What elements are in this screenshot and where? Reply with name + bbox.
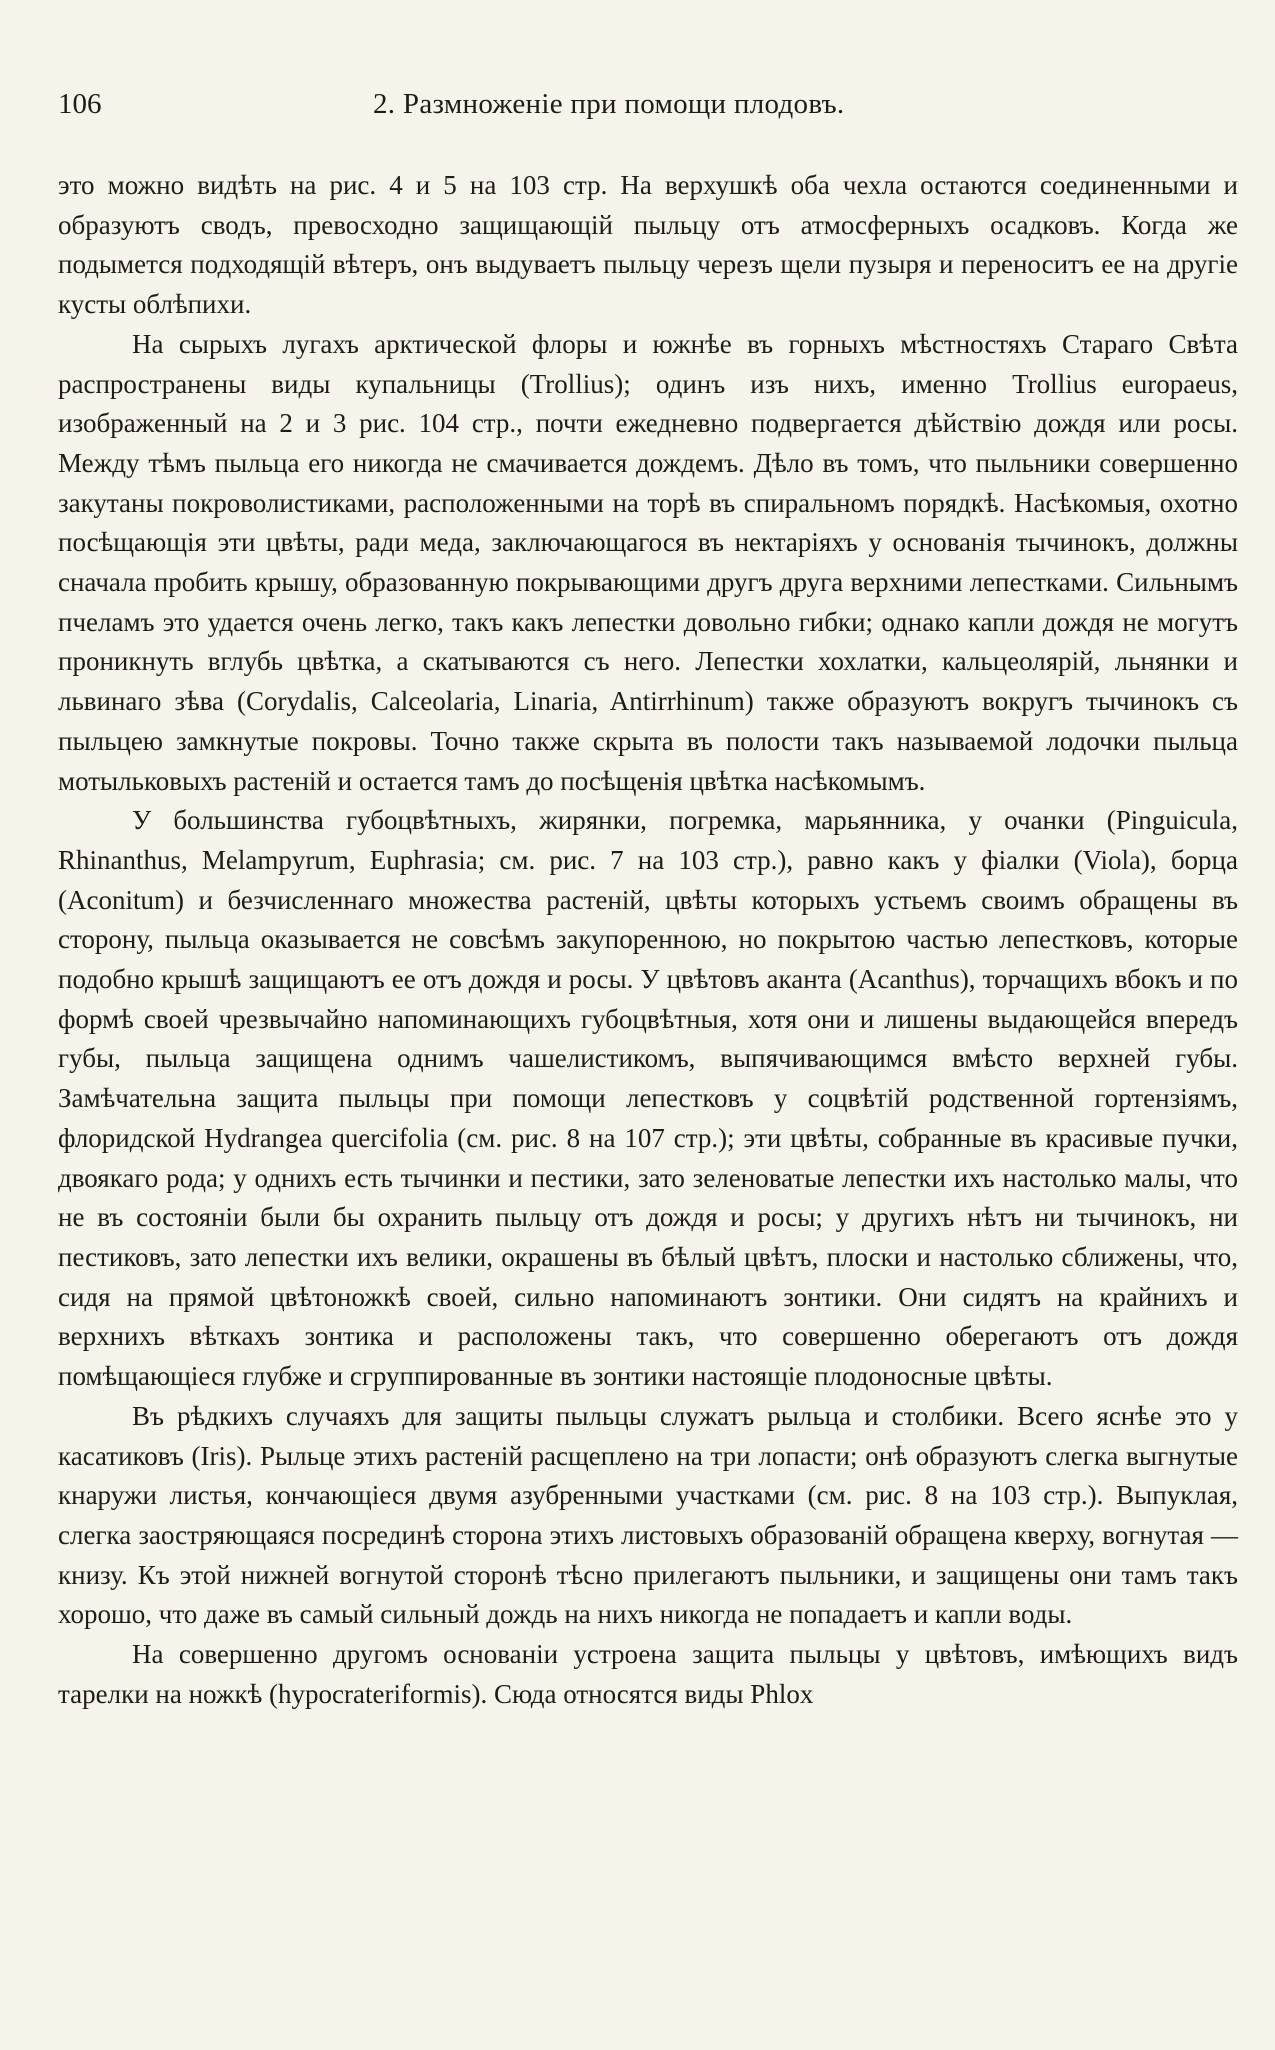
paragraph-3: У большинства губоцвѣтныхъ, жирянки, погремка, марьянника, у очанки (Pinguicula, Rhinanthus, Melampyrum, Euphrasia; см. рис. 7 на 103 стр.), равно какъ у фіалки (Viola), борца (Aconitum) и безчисленнаго множества растеній, цвѣты которыхъ устьемъ своимъ обращены въ сторону, пыльца оказывается не совсѣмъ закупоренною, но покрытою частью лепестковъ, которые подобно крышѣ защищаютъ ее отъ дождя и росы. У цвѣтовъ аканта (Acanthus), торчащихъ вбокъ и по формѣ своей чрезвычайно напоминающихъ губоцвѣтныя, хотя они и лишены выдающейся впередъ губы, пыльца защищена однимъ чашелистикомъ, выпячивающимся вмѣсто верхней губы. Замѣчательна защита пыльцы при помощи лепестковъ у соцвѣтій родственной гортензіямъ, флоридской Hydrangea quercifolia (см. рис. 8 на 107 стр.); эти цвѣты, собранные въ красивые пучки, двоякаго рода; у однихъ есть тычинки и пестики, зато зеленоватые лепестки ихъ настолько малы, что не въ состояніи были бы охранить пыльцу отъ дождя и росы; у другихъ нѣтъ ни тычинокъ, ни пестиковъ, зато лепестки ихъ велики, окрашены въ бѣлый цвѣтъ, плоски и настолько сближены, что, сидя на прямой цвѣтоножкѣ своей, сильно напоминаютъ зонтики. Они сидятъ на крайнихъ и верхнихъ вѣткахъ зонтика и расположены такъ, что совершенно оберегаютъ отъ дождя помѣщающіеся глубже и сгруппированные въ зонтики настоящіе плодоносные цвѣты. [58, 805, 1238, 1392]
paragraph-2: На сырыхъ лугахъ арктической флоры и южнѣе въ горныхъ мѣстностяхъ Стараго Свѣта распространены виды купальницы (Trollius); одинъ изъ нихъ, именно Trollius europaeus, изображенный на 2 и 3 рис. 104 стр., почти ежедневно подвергается дѣйствію дождя или росы. Между тѣмъ пыльца его никогда не смачивается дождемъ. Дѣло въ томъ, что пыльники совершенно закутаны покроволистиками, расположенными на торѣ въ спиральномъ порядкѣ. Насѣкомыя, охотно посѣщающія эти цвѣты, ради меда, заключающагося въ нектаріяхъ у основанія тычинокъ, должны сначала пробить крышу, образованную покрывающими другъ друга верхними лепестками. Сильнымъ пчеламъ это удается очень легко, такъ какъ лепестки довольно гибки; однако капли дождя не могутъ проникнуть вглубь цвѣтка, а скатываются съ него. Лепестки хохлатки, кальцеолярій, льнянки и львинаго зѣва (Corydalis, Calceolaria, Linaria, Antirrhinum) также образуютъ вокругъ тычинокъ съ пыльцею замкнутые покровы. Точно также скрыта въ полости такъ называемой лодочки пыльца мотыльковыхъ растеній и остается тамъ до посѣщенія цвѣтка насѣкомымъ. [58, 328, 1238, 796]
page-header [58, 82, 1238, 126]
page-number: 106 [58, 88, 102, 120]
body-text [58, 166, 1238, 1714]
paragraph-5: На совершенно другомъ основаніи устроена защита пыльцы у цвѣтовъ, имѣющихъ видъ тарелки на ножкѣ (hypocrateriformis). Сюда относятся виды Phlox [58, 1639, 1238, 1709]
paragraph-1: это можно видѣть на рис. 4 и 5 на 103 стр. На верхушкѣ оба чехла остаются соединенными и образуютъ сводъ, превосходно защищающій пыльцу отъ атмосферныхъ осадковъ. Когда же подымется подходящій вѣтеръ, онъ выдуваетъ пыльцу черезъ щели пузыря и переноситъ ее на другіе кусты облѣпихи. [58, 170, 1238, 320]
running-title: 2. Размноженіе при помощи плодовъ. [373, 88, 845, 120]
book-page [58, 82, 1238, 1714]
paragraph-4: Въ рѣдкихъ случаяхъ для защиты пыльцы служатъ рыльца и столбики. Всего яснѣе это у касатиковъ (Iris). Рыльце этихъ растеній расщеплено на три лопасти; онѣ образуютъ слегка выгнутые кнаружи листья, кончающіеся двумя азубренными участками (см. рис. 8 на 103 стр.). Выпуклая, слегка заостряющаяся посрединѣ сторона этихъ листовыхъ образованій обращена кверху, вогнутая — книзу. Къ этой нижней вогнутой сторонѣ тѣсно прилегаютъ пыльники, и защищены они тамъ такъ хорошо, что даже въ самый сильный дождь на нихъ никогда не попадаетъ и капли воды. [58, 1400, 1238, 1630]
